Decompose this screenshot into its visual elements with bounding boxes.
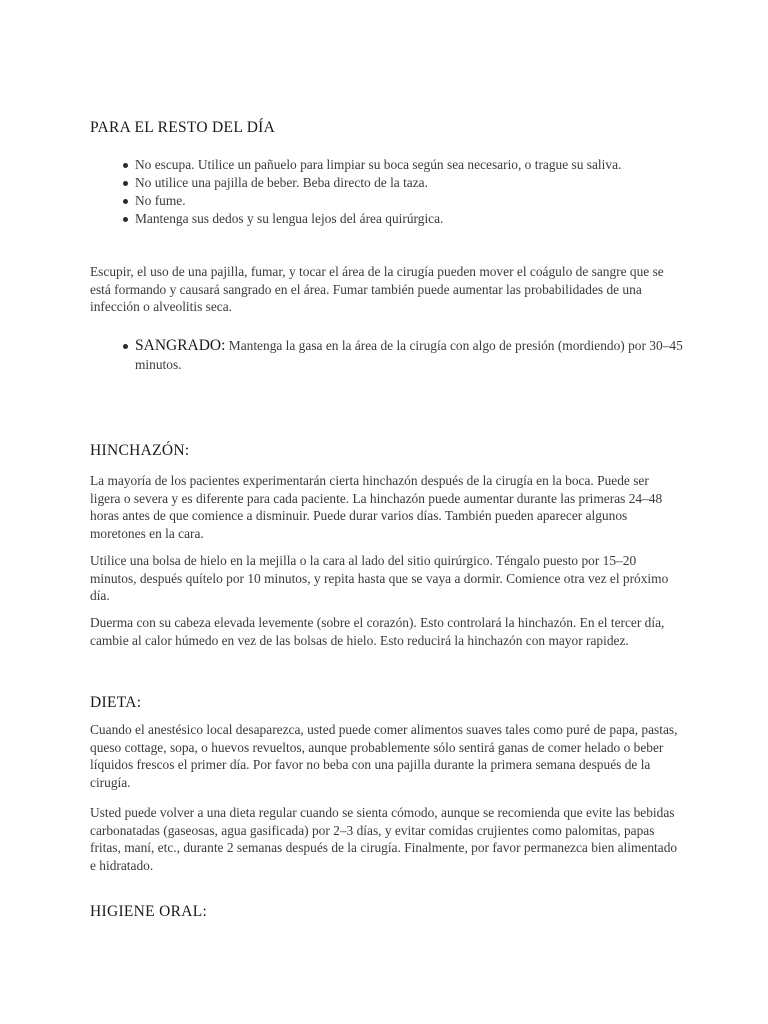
bleeding-list: [90, 336, 683, 374]
list-item: No fume.: [123, 192, 683, 210]
rest-of-day-list: [90, 156, 683, 228]
section-heading-swelling: HINCHAZÓN:: [90, 442, 190, 459]
section-heading-rest-of-day: PARA EL RESTO DEL DÍA: [90, 119, 276, 136]
bleeding-item: [123, 336, 683, 374]
diet-paragraph: Cuando el anestésico local desaparezca, usted puede comer alimentos suaves tales como puré de papa, pastas, queso cottage, sopa, o huevos revueltos, aunque probablemente sólo sentirá ganas de comer helado o beber líquidos frescos el primer día. Por favor no beba con una pajilla durante la primera semana después de la cirugía.: [90, 722, 678, 790]
list-item: No utilice una pajilla de beber. Beba directo de la taza.: [123, 174, 683, 192]
bleeding-label: SANGRADO:: [135, 337, 226, 354]
section-heading-oral-hygiene: HIGIENE ORAL:: [90, 903, 208, 920]
swelling-paragraph: Duerma con su cabeza elevada levemente (sobre el corazón). Esto controlará la hinchazón. En el tercer día, cambie al calor húmedo en vez de las bolsas de hielo. Esto reducirá la hinchazón con mayor rapidez.: [90, 615, 665, 648]
diet-paragraph: Usted puede volver a una dieta regular cuando se sienta cómodo, aunque se recomienda que evite las bebidas carbonatadas (gaseosas, agua gasificada) por 2–3 días, y evitar comidas crujientes como palomitas, papas fritas, maní, etc., durante 2 semanas después de la cirugía. Finalmente, por favor permanezca bien alimentado e hidratado.: [90, 805, 678, 873]
rest-of-day-explanation: Escupir, el uso de una pajilla, fumar, y tocar el área de la cirugía pueden mover el coágulo de sangre que se está formando y causará sangrado en el área. Fumar también puede aumentar las probabilidades de una infección o alveolitis seca.: [90, 264, 664, 314]
list-item: Mantenga sus dedos y su lengua lejos del área quirúrgica.: [123, 210, 683, 228]
bleeding-text: Mantenga la gasa en la área de la cirugía con algo de presión (mordiendo) por 30–45 minutos.: [135, 338, 683, 372]
section-heading-diet: DIETA:: [90, 694, 142, 711]
list-item: No escupa. Utilice un pañuelo para limpiar su boca según sea necesario, o trague su saliva.: [123, 156, 683, 174]
swelling-paragraph: La mayoría de los pacientes experimentarán cierta hinchazón después de la cirugía en la boca. Puede ser ligera o severa y es diferente para cada paciente. La hinchazón puede aumentar durante las primeras 24–48 horas antes de que comience a disminuir. Puede durar varios días. También pueden aparecer algunos moretones en la cara.: [90, 473, 663, 541]
swelling-paragraph: Utilice una bolsa de hielo en la mejilla o la cara al lado del sitio quirúrgico. Téngalo puesto por 15–20 minutos, después quítelo por 10 minutos, y repita hasta que se vaya a dormir. Comience otra vez el próximo día.: [90, 553, 669, 603]
